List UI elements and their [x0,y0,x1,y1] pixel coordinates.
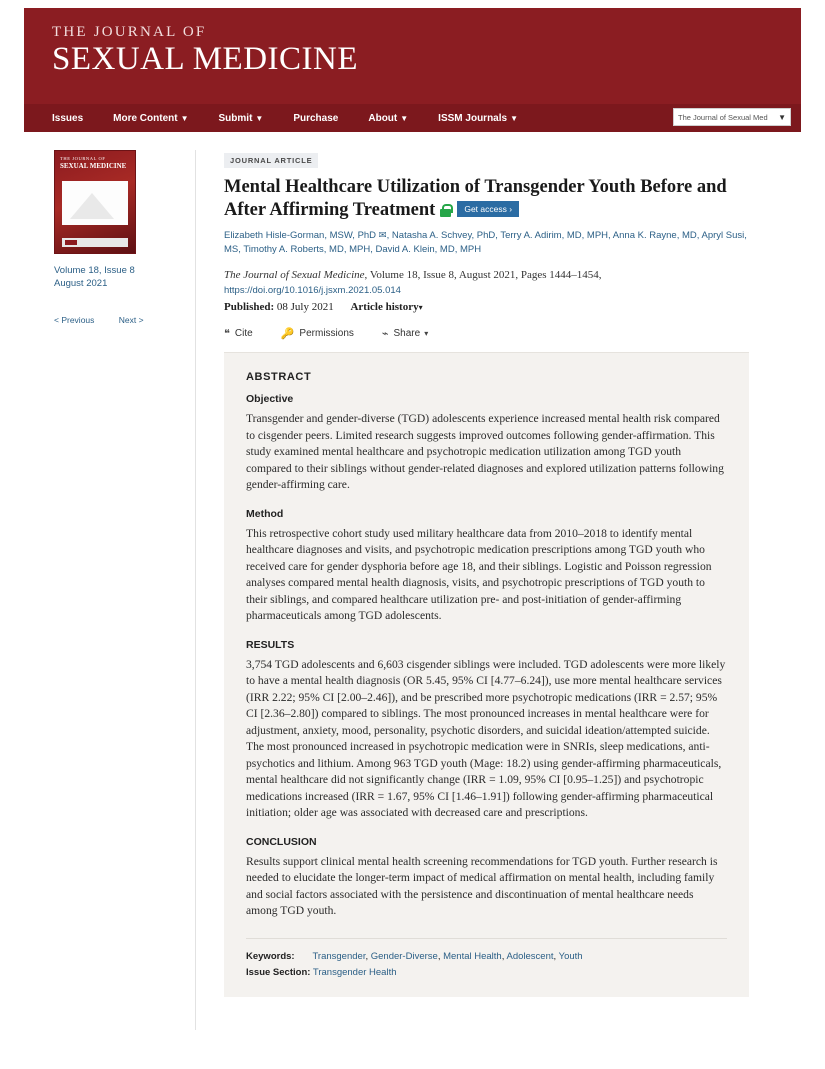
issue-sidebar [24,150,196,1030]
chevron-down-icon: ▼ [510,113,518,123]
cover-kicker: THE JOURNAL OF [60,156,106,161]
nav-item-purchase[interactable] [293,113,338,124]
previous-article-link[interactable]: < Previous [54,315,95,325]
nav-item-label: Issues [52,112,84,124]
abstract-section-text: Transgender and gender-diverse (TGD) adolescents experience increased mental health risk compared to cisgender peers. Limited research suggests improved outcomes following gender-affirmation. This study examined mental healthcare and psychotropic medication utilization among TGD youth compared to their siblings without gender-related diagnoses and explored utilization patterns following gender-affirming care. [246,412,724,491]
issue-section-row [246,965,727,981]
chevron-down-icon: ▾ [424,329,429,338]
keywords-row: Keywords: Transgender, Gender-Diverse, Mental Health, Adolescent, Youth [246,949,727,965]
nav-item-issues[interactable] [52,113,83,124]
chevron-down-icon: ▼ [255,113,264,123]
published-date: 08 July 2021 [276,301,334,313]
next-article-link[interactable]: Next > [118,315,144,325]
keyword-link[interactable]: Gender-Diverse [370,950,438,962]
abstract-heading: ABSTRACT [246,371,312,383]
permissions-label: Permissions [299,328,354,339]
cover-artwork [62,181,128,225]
published-label: Published: [224,301,275,313]
issue-date-link[interactable]: August 2021 [54,278,108,289]
chevron-down-icon: ▼ [778,112,786,122]
author-list[interactable]: Elizabeth Hisle-Gorman, MSW, PhD ✉, Natasha A. Schvey, PhD, Terry A. Adirim, MD, MPH, Anna K. Rayne, MD, Apryl Susi, MS, Timothy A. Roberts, MD, MPH, David A. Klein, MD, MPH [224,230,747,255]
keywords-label: Keywords: [246,950,295,962]
keyword-link[interactable]: Mental Health [443,950,502,962]
citation-details: , Volume 18, Issue 8, August 2021, Pages 1444–1454, [364,269,602,281]
content-type-badge: JOURNAL ARTICLE [224,153,318,168]
issue-cover-image[interactable] [54,150,136,254]
nav-item-issm-journals[interactable] [438,113,518,124]
get-access-button[interactable]: Get access › [457,201,519,217]
nav-item-label: Submit [218,112,253,124]
issue-pager [54,315,195,325]
article-main [196,150,801,1030]
journal-scope-value: The Journal of Sexual Med [678,112,768,122]
permissions-button[interactable] [281,327,354,340]
abstract-section-text: 3,754 TGD adolescents and 6,603 cisgender siblings were included. TGD adolescents were more likely to have a mental health diagnosis (OR 5.45, 95% CI [4.77–6.24]), use more mental healthcare services (IRR 2.22; 95% CI [2.00–2.46]), and be prescribed more psychotropic medications (IRR = 2.57; 95% CI [2.36–2.80]) compared to siblings. The most pronounced increases in mental healthcare were for adjustment, anxiety, mood, personality, psychotic disorders, and suicidal ideation/attempted suicide. The most pronounced increased in psychotropic medication were in SNRIs, sleep medications, anti-psychotics and lithium. Among 963 TGD youth (Mage: 18.2) using gender-affirming pharmaceuticals, mental healthcare did not significantly change (IRR = 1.09, 95% CI [0.95–1.25]) and psychotropic medications increased (IRR = 1.67, 95% CI [1.46–1.91]) following gender-affirming pharmaceutical initiation; older age was associated with decreased care and prescriptions. [246,657,726,819]
journal-scope-select[interactable] [673,108,791,126]
journal-name: The Journal of Sexual Medicine [224,269,365,281]
key-icon: 🔑 [280,328,295,340]
issue-section-label: Issue Section: [246,966,311,978]
keyword-link[interactable]: Youth [558,950,583,962]
journal-brand[interactable] [24,24,801,77]
main-navigation [24,104,801,132]
brand-line-1: THE JOURNAL OF [52,24,207,40]
issue-volume-link[interactable]: Volume 18, Issue 8 [54,265,135,276]
cover-footer-bar [62,238,128,247]
nav-item-about[interactable] [368,113,408,124]
share-button[interactable] [382,327,433,340]
page-title: Mental Healthcare Utilization of Transgender Youth Before and After Affirming Treatment [224,177,727,220]
chevron-down-icon: ▾ [418,303,423,312]
divider [246,938,727,939]
abstract-section-heading: RESULTS [246,638,295,651]
keyword-link[interactable]: Transgender [312,950,366,962]
open-lock-icon [440,204,451,217]
chevron-down-icon: ▼ [180,113,189,123]
nav-item-more-content[interactable] [113,113,188,124]
abstract-section-heading: Method [246,507,284,520]
cite-label: Cite [234,328,253,339]
nav-item-label: Purchase [293,112,339,124]
abstract-section-heading: Objective [246,393,294,405]
keyword-link[interactable]: Adolescent [506,950,554,962]
brand-line-2: SEXUAL MEDICINE [52,41,358,77]
share-icon: ⌁ [381,328,389,340]
nav-item-submit[interactable] [219,113,264,124]
article-history-toggle[interactable] [350,301,422,313]
site-masthead [24,8,801,104]
abstract-section-text: Results support clinical mental health screening recommendations for TGD youth. Further research is needed to elucidate the longer-term impact of medical affirmation on mental health, including family and social factors associated with the persistence and discontinuation of mental healthcare needs among TGD youth. [246,854,718,917]
share-label: Share [393,328,421,339]
issue-section-link[interactable]: Transgender Health [312,966,397,978]
article-title-block [224,176,749,222]
nav-item-label: About [368,112,398,124]
quote-icon: ❝ [224,328,230,340]
article-actions-toolbar [224,327,749,340]
cover-title: SEXUAL MEDICINE [60,162,127,170]
abstract-panel [224,352,749,997]
abstract-section-heading: CONCLUSION [246,835,317,848]
abstract-section-text: This retrospective cohort study used military healthcare data from 2010–2018 to identify mental healthcare diagnoses and visits, and psychotropic medication prescriptions among TGD youth who received care for gender dysphoria before age 18, and their siblings. Logistic and Poisson regression analyses compared mental health diagnosis, visits, and psychotropic prescriptions of TGD youth to their siblings, and compared healthcare utilization pre- and post-initiation of gender-affirming pharmaceuticals among TGD adolescents. [246,526,712,622]
page-content [24,132,801,1030]
article-history-label: Article history [350,301,419,313]
publication-row [224,301,749,313]
doi-link[interactable]: https://doi.org/10.1016/j.jsxm.2021.05.014 [224,285,401,296]
cite-button[interactable] [224,327,253,340]
journal-citation [224,267,749,283]
nav-item-label: ISSM Journals [438,112,508,124]
chevron-down-icon: ▼ [400,113,409,123]
nav-item-label: More Content [113,112,178,124]
